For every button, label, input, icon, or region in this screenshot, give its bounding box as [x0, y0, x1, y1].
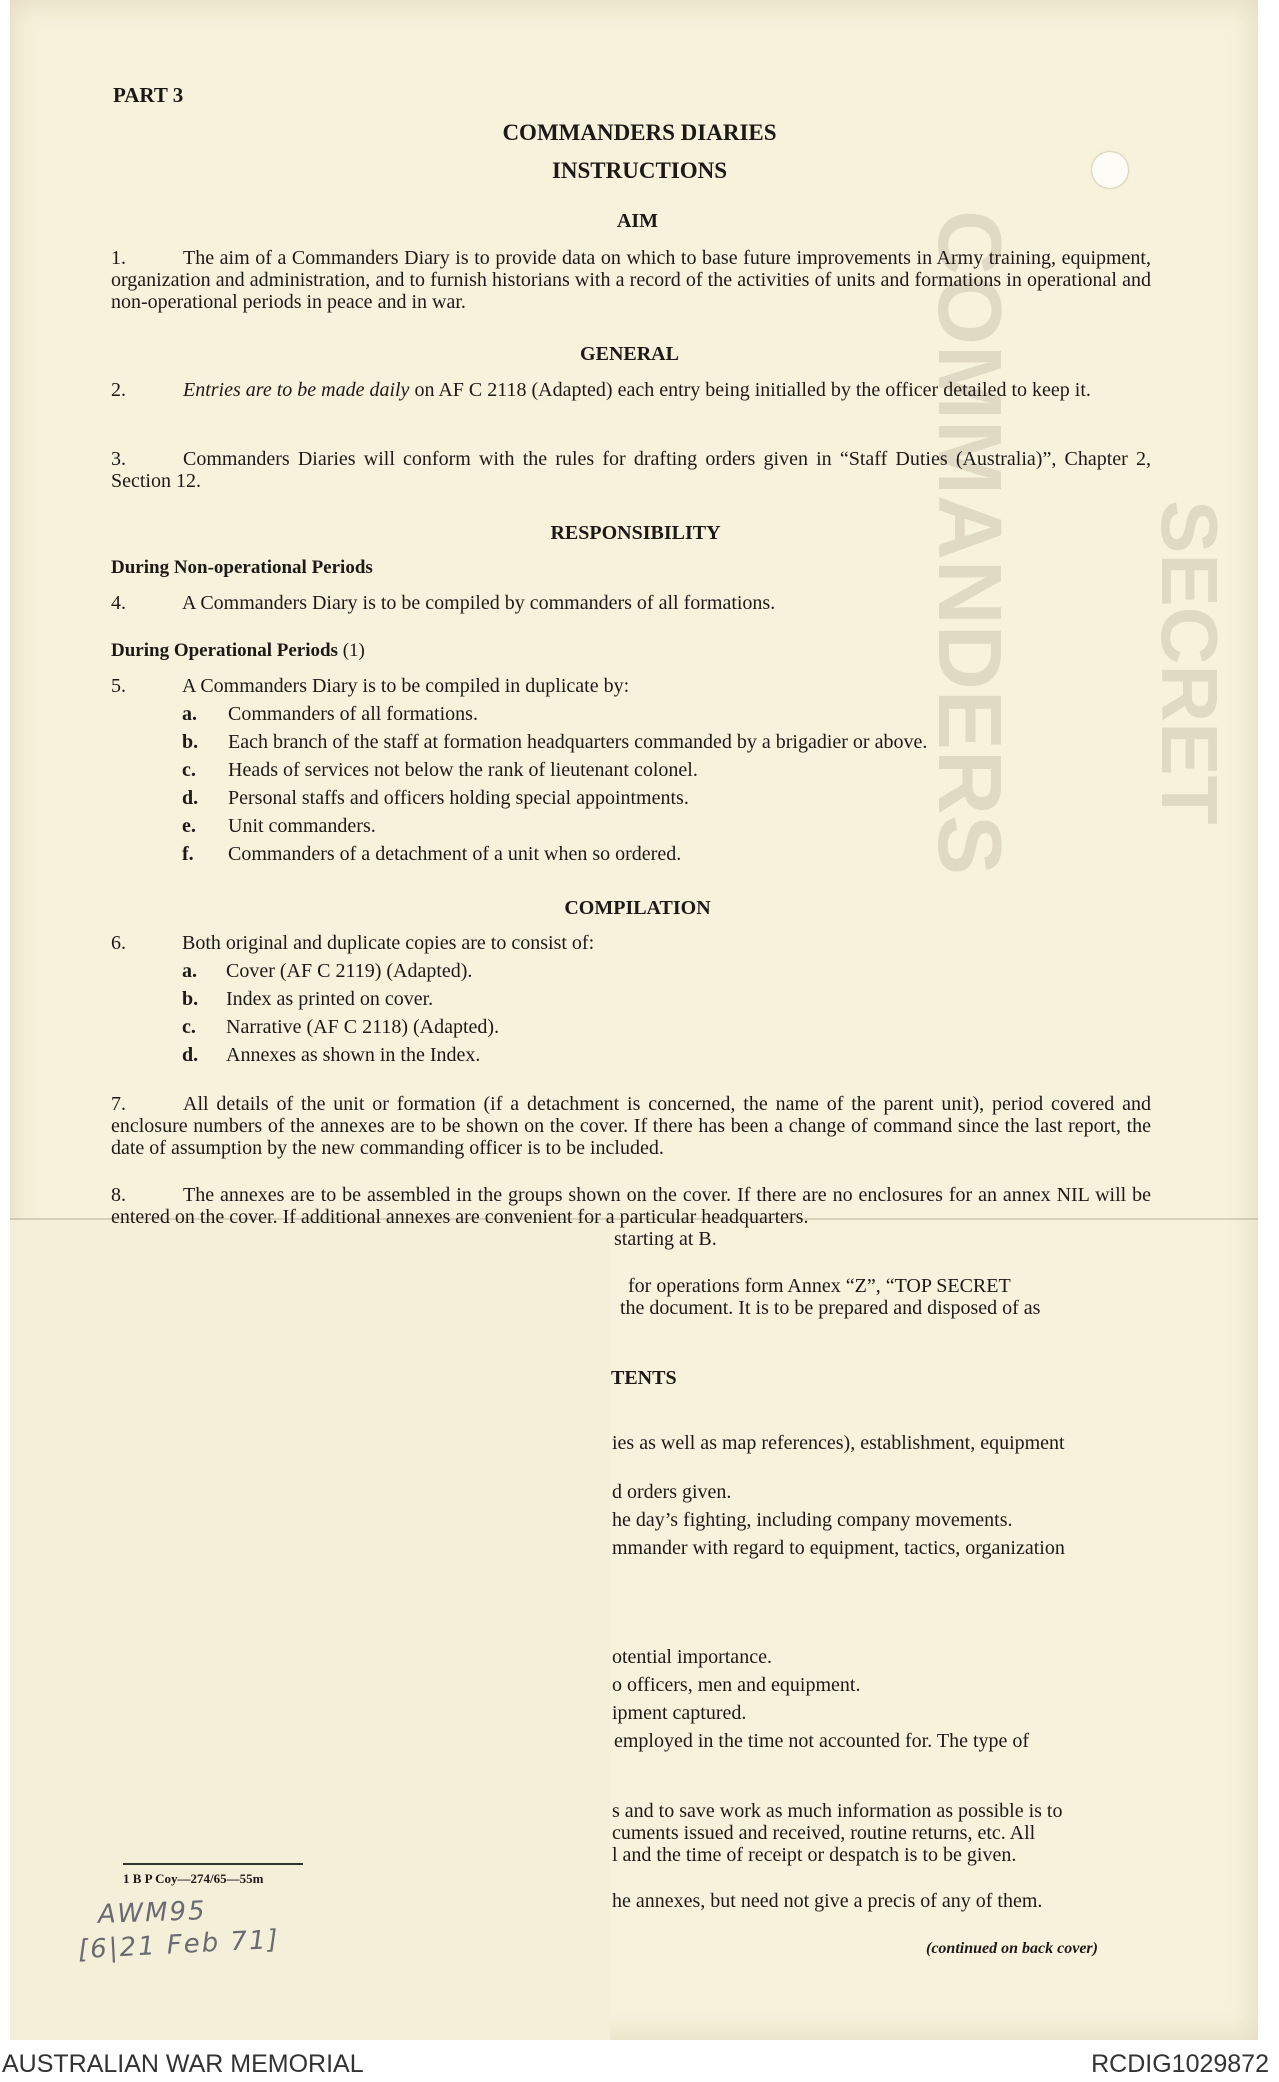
para-7-number: 7. — [111, 1093, 126, 1115]
para-6-text: Both original and duplicate copies are to consist of: — [182, 932, 595, 954]
list-item-text: Annexes as shown in the Index. — [226, 1044, 481, 1066]
print-code: 1 B P Coy—274/65—55m — [123, 1871, 264, 1886]
para-3-text: Commanders Diaries will conform with the rules for drafting orders given in “Staff Duties (Australia)”, Chapter 2, Section 12. — [111, 448, 1151, 492]
responsibility-heading: RESPONSIBILITY — [550, 522, 721, 544]
list-item-text: Index as printed on cover. — [226, 988, 434, 1010]
contents-fragment: ies as well as map references), establishment, equipment — [612, 1432, 1065, 1454]
operational-heading-row — [111, 640, 365, 662]
list-item-letter: a. — [182, 960, 197, 982]
list-item-letter: b. — [182, 988, 199, 1010]
para-8-continuation: starting at B. — [614, 1228, 717, 1250]
para-8-number: 8. — [111, 1184, 126, 1206]
operational-note: (1) — [342, 640, 365, 661]
operational-heading: During Operational Periods — [111, 640, 338, 661]
list-item-letter: d. — [182, 787, 199, 809]
list-item-text: Personal staffs and officers holding special appointments. — [228, 787, 689, 809]
contents-fragment: employed in the time not accounted for. The type of — [614, 1730, 1030, 1752]
show-through-secret: SECRET — [1145, 500, 1234, 825]
handwritten-series: AWM95 — [97, 1896, 208, 1930]
para-7-text: All details of the unit or formation (if a detachment is concerned, the name of the parent unit), period covered and enclosure numbers of the annexes are to be shown on the cover. If there has been a change of command since the last report, the date of assumption by the new commanding officer is to be included. — [111, 1093, 1151, 1159]
para-2-number: 2. — [111, 379, 126, 401]
list-item-letter: d. — [182, 1044, 199, 1066]
continued-note: (continued on back cover) — [926, 1940, 1098, 1957]
print-code-rule — [123, 1863, 303, 1865]
para-5-text: A Commanders Diary is to be compiled in duplicate by: — [182, 675, 630, 697]
contents-fragment: d orders given. — [612, 1481, 732, 1503]
para-2-text — [111, 379, 1151, 401]
contents-fragment: he annexes, but need not give a precis of any of them. — [612, 1890, 1043, 1912]
general-heading: GENERAL — [580, 343, 679, 365]
list-item-letter: f. — [182, 843, 194, 865]
document-subtitle: INSTRUCTIONS — [551, 158, 728, 183]
list-item-text: Unit commanders. — [228, 815, 376, 837]
list-item-text: Narrative (AF C 2118) (Adapted). — [226, 1016, 500, 1038]
list-item-letter: c. — [182, 1016, 196, 1038]
para-1-text: The aim of a Commanders Diary is to provide data on which to base future improvements in Army training, equipment, organization and administration, and to furnish historians with a record of the activities of units and formations in operational and non-operational periods in peace and in war. — [111, 247, 1151, 313]
list-item-text: Commanders of a detachment of a unit when so ordered. — [228, 843, 682, 865]
show-through-commanders: COMMANDERS — [919, 210, 1019, 875]
compilation-heading: COMPILATION — [564, 897, 711, 919]
list-item-letter: e. — [182, 815, 196, 837]
para-8-text: The annexes are to be assembled in the groups shown on the cover. If there are no enclosures for an annex NIL will be entered on the cover. If additional annexes are convenient for a particular headquarters. — [111, 1184, 1151, 1228]
document-title: COMMANDERS DIARIES — [502, 120, 777, 145]
contents-fragment: mmander with regard to equipment, tactics, organization — [612, 1537, 1065, 1559]
list-item-letter: b. — [182, 731, 199, 753]
para-3-number: 3. — [111, 448, 126, 470]
para-9-fragment-a: for operations form Annex “Z”, “TOP SECRET — [628, 1275, 1011, 1297]
contents-fragment: s and to save work as much information as possible is to — [612, 1800, 1063, 1822]
part-label: PART 3 — [113, 83, 184, 107]
contents-fragment: o officers, men and equipment. — [612, 1674, 861, 1696]
contents-fragment: otential importance. — [612, 1646, 772, 1668]
list-item-text: Cover (AF C 2119) (Adapted). — [226, 960, 473, 982]
contents-fragment: l and the time of receipt or despatch is to be given. — [612, 1844, 1017, 1866]
list-item-letter: a. — [182, 703, 197, 725]
list-item-text: Each branch of the staff at formation headquarters commanded by a brigadier or above. — [228, 731, 928, 753]
contents-fragment: cuments issued and received, routine returns, etc. All — [612, 1822, 1036, 1844]
handwritten-date-range: [6|21 Feb 71] — [77, 1924, 281, 1966]
list-item-text: Commanders of all formations. — [228, 703, 478, 725]
non-operational-heading: During Non-operational Periods — [111, 557, 373, 578]
para-4-text: A Commanders Diary is to be compiled by commanders of all formations. — [182, 592, 776, 614]
para-1-number: 1. — [111, 247, 126, 269]
para-2-body: on AF C 2118 (Adapted) each entry being initialled by the officer detailed to keep it. — [409, 379, 1091, 401]
list-item-text: Heads of services not below the rank of lieutenant colonel. — [228, 759, 698, 781]
contents-heading-fragment: TENTS — [611, 1367, 677, 1389]
para-4-number: 4. — [111, 592, 126, 614]
contents-fragment: ipment captured. — [612, 1702, 747, 1724]
aim-heading: AIM — [616, 210, 659, 232]
para-6-number: 6. — [111, 932, 126, 954]
contents-fragment: he day’s fighting, including company movements. — [612, 1509, 1013, 1531]
para-5-number: 5. — [111, 675, 126, 697]
footer-institution: AUSTRALIAN WAR MEMORIAL — [2, 2050, 364, 2078]
para-2-emphasis: Entries are to be made daily — [183, 379, 410, 401]
footer-record-id: RCDIG1029872 — [1091, 2050, 1269, 2078]
para-9-fragment-b: the document. It is to be prepared and disposed of as — [620, 1297, 1041, 1319]
list-item-letter: c. — [182, 759, 196, 781]
